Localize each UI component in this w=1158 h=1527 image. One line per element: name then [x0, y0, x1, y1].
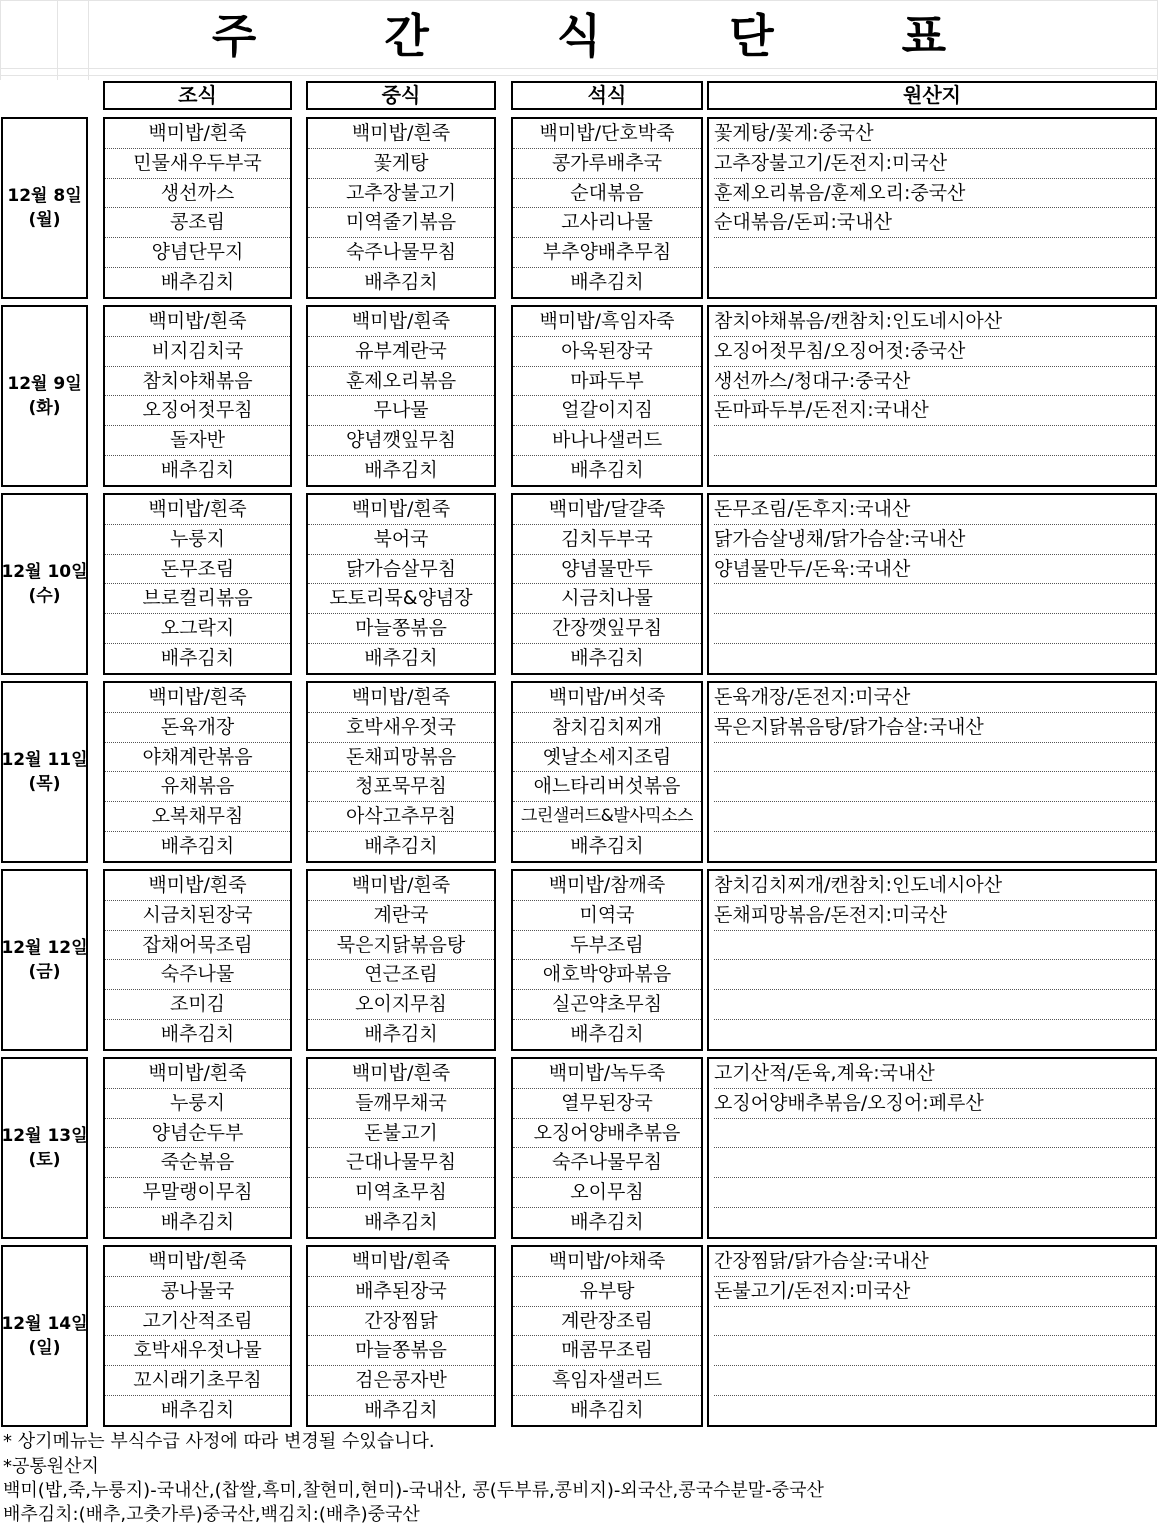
- menu-item: 돈불고기: [308, 1119, 494, 1149]
- menu-item: 배추김치: [160, 271, 235, 294]
- menu-item: 오이지무침: [308, 990, 494, 1020]
- menu-item: 배추김치: [570, 271, 644, 294]
- menu-item: 꽃게탕: [308, 149, 494, 179]
- menu-item: 비지김치국: [105, 337, 290, 367]
- menu-item: 애느타리버섯볶음: [513, 772, 701, 802]
- origin-item: 고추장불고기/돈전지:미국산: [714, 149, 1155, 179]
- origin-item: 참치야채볶음/캔참치:인도네시아산: [714, 307, 1155, 337]
- origin-item: 닭가슴살냉채/닭가슴살:국내산: [714, 525, 1155, 555]
- menu-item: 김치두부국: [513, 525, 701, 555]
- origin-item: 돈육개장/돈전지:미국산: [714, 683, 1155, 713]
- menu-item: 배추김치: [570, 647, 644, 670]
- menu-item: 북어국: [308, 525, 494, 555]
- menu-item: 실곤약초무침: [513, 990, 701, 1020]
- lunch-menu-cell: [306, 869, 496, 1051]
- menu-item: 오그락지: [105, 614, 290, 644]
- origin-item: 생선까스/청대구:중국산: [714, 367, 1155, 397]
- menu-item: 백미밥/흰죽: [308, 1059, 494, 1089]
- menu-item: 배추김치: [364, 459, 438, 482]
- weekday-label: (목): [28, 774, 61, 794]
- menu-item: 백미밥/흰죽: [308, 495, 494, 525]
- menu-item: 참치김치찌개: [513, 713, 701, 743]
- origin-item: 훈제오리볶음/훈제오리:중국산: [714, 179, 1155, 209]
- header-lunch: 중식: [306, 81, 496, 110]
- origin-item: [714, 1178, 1155, 1208]
- date-cell: [1, 869, 88, 1051]
- origin-item: [714, 584, 1155, 614]
- menu-item: 배추김치: [570, 1211, 644, 1234]
- origin-item: [714, 238, 1155, 268]
- lunch-menu-cell: [306, 117, 496, 299]
- menu-item: 미역국: [513, 901, 701, 931]
- menu-item: 양념단무지: [105, 238, 290, 268]
- origin-menu-cell: [707, 1245, 1157, 1427]
- origin-item: 오징어젓무침/오징어젓:중국산: [714, 337, 1155, 367]
- menu-item: 돈육개장: [105, 713, 290, 743]
- origin-item: [714, 772, 1155, 802]
- lunch-menu-cell: [306, 493, 496, 675]
- origin-item: [714, 426, 1155, 456]
- origin-item: [714, 1208, 1155, 1237]
- menu-item: 아삭고추무침: [308, 802, 494, 832]
- breakfast-menu-cell: [103, 681, 292, 863]
- menu-item: 누룽지: [105, 1089, 290, 1119]
- origin-item: 돈불고기/돈전지:미국산: [714, 1277, 1155, 1307]
- menu-item: 죽순볶음: [105, 1148, 290, 1178]
- dinner-menu-cell: [511, 869, 703, 1051]
- menu-item: 콩조림: [105, 208, 290, 238]
- origin-item: [714, 990, 1155, 1020]
- lunch-menu-cell: [306, 305, 496, 487]
- origin-item: [714, 456, 1155, 485]
- breakfast-menu-cell: [103, 117, 292, 299]
- menu-item: 생선까스: [105, 179, 290, 209]
- menu-item: 백미밥/흰죽: [308, 119, 494, 149]
- date-label: 12월 13일: [1, 1126, 88, 1146]
- menu-item: 간장깻잎무침: [513, 614, 701, 644]
- origin-menu-cell: [707, 869, 1157, 1051]
- dinner-menu-cell: [511, 305, 703, 487]
- menu-item: 마늘쫑볶음: [308, 1336, 494, 1366]
- menu-item: 배추김치: [570, 835, 644, 858]
- menu-item: 간장찜닭: [308, 1307, 494, 1337]
- weekday-label: (화): [28, 398, 61, 418]
- date-cell: [1, 1245, 88, 1427]
- breakfast-menu-cell: [103, 869, 292, 1051]
- menu-item: 닭가슴살무침: [308, 555, 494, 585]
- origin-item: 양념물만두/돈육:국내산: [714, 555, 1155, 585]
- header-breakfast: 조식: [103, 81, 292, 110]
- menu-item: 오징어젓무침: [105, 396, 290, 426]
- origin-item: 참치김치찌개/캔참치:인도네시아산: [714, 871, 1155, 901]
- menu-item: 묵은지닭볶음탕: [308, 931, 494, 961]
- menu-item: 무나물: [308, 396, 494, 426]
- menu-item: 옛날소세지조림: [513, 743, 701, 773]
- origin-menu-cell: [707, 117, 1157, 299]
- menu-item: 얼갈이지짐: [513, 396, 701, 426]
- menu-item: 백미밥/흰죽: [308, 871, 494, 901]
- menu-item: 백미밥/흰죽: [308, 683, 494, 713]
- menu-item: 배추김치: [160, 1023, 235, 1046]
- breakfast-menu-cell: [103, 305, 292, 487]
- menu-item: 계란장조림: [513, 1307, 701, 1337]
- day-row: [0, 1057, 1158, 1239]
- origin-item: [714, 644, 1155, 673]
- menu-item: 백미밥/흰죽: [105, 307, 290, 337]
- day-row: [0, 681, 1158, 863]
- menu-item: 참치야채볶음: [105, 367, 290, 397]
- lunch-menu-cell: [306, 1057, 496, 1239]
- dinner-menu-cell: [511, 493, 703, 675]
- origin-item: [714, 1336, 1155, 1366]
- menu-item: 콩나물국: [105, 1277, 290, 1307]
- lunch-menu-cell: [306, 1245, 496, 1427]
- origin-item: 오징어양배추볶음/오징어:페루산: [714, 1089, 1155, 1119]
- menu-item: 배추된장국: [308, 1277, 494, 1307]
- menu-item: 아욱된장국: [513, 337, 701, 367]
- footer-common-origin-title: *공통원산지: [3, 1456, 99, 1477]
- origin-item: [714, 832, 1155, 861]
- menu-item: 도토리묵&양념장: [308, 584, 494, 614]
- menu-item: 배추김치: [160, 835, 235, 858]
- menu-item: 마늘쫑볶음: [308, 614, 494, 644]
- menu-item: 고사리나물: [513, 208, 701, 238]
- menu-item: 백미밥/흰죽: [105, 1247, 290, 1277]
- menu-item: 백미밥/흰죽: [105, 683, 290, 713]
- breakfast-menu-cell: [103, 1245, 292, 1427]
- menu-item: 검은콩자반: [308, 1366, 494, 1396]
- dinner-menu-cell: [511, 681, 703, 863]
- dinner-menu-cell: [511, 1245, 703, 1427]
- menu-item: 유부계란국: [308, 337, 494, 367]
- date-cell: [1, 305, 88, 487]
- footer-note: * 상기메뉴는 부식수급 사정에 따라 변경될 수있습니다.: [3, 1431, 435, 1452]
- menu-item: 백미밥/버섯죽: [513, 683, 701, 713]
- menu-item: 배추김치: [160, 1399, 235, 1422]
- menu-item: 배추김치: [364, 647, 438, 670]
- menu-item: 콩가루배추국: [513, 149, 701, 179]
- day-row: [0, 869, 1158, 1051]
- header-origin: 원산지: [707, 81, 1157, 110]
- lunch-menu-cell: [306, 681, 496, 863]
- page-title: 주 간 식 단 표: [211, 9, 1003, 63]
- menu-item: 배추김치: [364, 271, 438, 294]
- origin-item: 묵은지닭볶음탕/닭가슴살:국내산: [714, 713, 1155, 743]
- footer-origin-line-1: 백미(밥,죽,누룽지)-국내산,(찹쌀,흑미,찰현미,현미)-국내산, 콩(두부류,콩비지)-외국산,콩국수분말-중국산: [3, 1480, 824, 1501]
- weekday-label: (금): [28, 962, 61, 982]
- menu-item: 숙주나물: [105, 960, 290, 990]
- menu-item: 숙주나물무침: [308, 238, 494, 268]
- weekday-label: (월): [28, 210, 61, 230]
- menu-item: 양념물만두: [513, 555, 701, 585]
- menu-item: 미역초무침: [308, 1178, 494, 1208]
- menu-item: 배추김치: [570, 1023, 644, 1046]
- dinner-menu-cell: [511, 1057, 703, 1239]
- menu-item: 배추김치: [160, 647, 235, 670]
- menu-item: 조미김: [105, 990, 290, 1020]
- menu-item: 두부조림: [513, 931, 701, 961]
- origin-item: [714, 960, 1155, 990]
- menu-item: 브로컬리볶음: [105, 584, 290, 614]
- menu-item: 누룽지: [105, 525, 290, 555]
- menu-item: 배추김치: [364, 1211, 438, 1234]
- menu-item: 호박새우젓국: [308, 713, 494, 743]
- menu-item: 애호박양파볶음: [513, 960, 701, 990]
- menu-item: 백미밥/달걀죽: [513, 495, 701, 525]
- date-label: 12월 8일: [7, 186, 82, 206]
- menu-item: 청포묵무침: [308, 772, 494, 802]
- menu-item: 그린샐러드&발사믹소스: [513, 802, 701, 832]
- date-label: 12월 11일: [1, 750, 88, 770]
- menu-item: 양념깻잎무침: [308, 426, 494, 456]
- menu-item: 백미밥/흰죽: [105, 1059, 290, 1089]
- menu-item: 백미밥/야채죽: [513, 1247, 701, 1277]
- date-label: 12월 9일: [7, 374, 82, 394]
- menu-item: 양념순두부: [105, 1119, 290, 1149]
- origin-item: [714, 614, 1155, 644]
- day-row: [0, 305, 1158, 487]
- menu-item: 배추김치: [160, 1211, 235, 1234]
- menu-item: 배추김치: [364, 1399, 438, 1422]
- menu-item: 백미밥/흰죽: [105, 871, 290, 901]
- date-cell: [1, 681, 88, 863]
- origin-item: 간장찜닭/닭가슴살:국내산: [714, 1247, 1155, 1277]
- menu-item: 계란국: [308, 901, 494, 931]
- menu-item: 백미밥/참깨죽: [513, 871, 701, 901]
- origin-item: 돈마파두부/돈전지:국내산: [714, 396, 1155, 426]
- menu-item: 바나나샐러드: [513, 426, 701, 456]
- menu-item: 숙주나물무침: [513, 1148, 701, 1178]
- origin-item: [714, 268, 1155, 297]
- menu-item: 연근조림: [308, 960, 494, 990]
- origin-item: [714, 1396, 1155, 1425]
- breakfast-menu-cell: [103, 1057, 292, 1239]
- origin-item: [714, 743, 1155, 773]
- date-label: 12월 10일: [1, 562, 88, 582]
- menu-item: 배추김치: [570, 1399, 644, 1422]
- menu-item: 잡채어묵조림: [105, 931, 290, 961]
- date-cell: [1, 117, 88, 299]
- day-row: [0, 1245, 1158, 1427]
- menu-item: 부추양배추무침: [513, 238, 701, 268]
- menu-item: 배추김치: [364, 835, 438, 858]
- menu-item: 오이무침: [513, 1178, 701, 1208]
- origin-item: [714, 802, 1155, 832]
- menu-item: 열무된장국: [513, 1089, 701, 1119]
- menu-item: 돈무조림: [105, 555, 290, 585]
- weekday-label: (수): [28, 586, 61, 606]
- menu-item: 돈채피망볶음: [308, 743, 494, 773]
- menu-item: 고기산적조림: [105, 1307, 290, 1337]
- weekday-label: (토): [28, 1150, 61, 1170]
- menu-item: 꼬시래기초무침: [105, 1366, 290, 1396]
- origin-item: 고기산적/돈육,계육:국내산: [714, 1059, 1155, 1089]
- origin-item: [714, 931, 1155, 961]
- menu-item: 흑임자샐러드: [513, 1366, 701, 1396]
- menu-item: 야채계란볶음: [105, 743, 290, 773]
- date-label: 12월 14일: [1, 1314, 88, 1334]
- menu-item: 백미밥/단호박죽: [513, 119, 701, 149]
- menu-item: 배추김치: [364, 1023, 438, 1046]
- menu-item: 시금치된장국: [105, 901, 290, 931]
- footer-origin-line-2: 배추김치:(배추,고춧가루)중국산,백김치:(배추)중국산: [3, 1504, 420, 1525]
- origin-item: [714, 1020, 1155, 1049]
- origin-item: 꽃게탕/꽃게:중국산: [714, 119, 1155, 149]
- menu-item: 들깨무채국: [308, 1089, 494, 1119]
- dinner-menu-cell: [511, 117, 703, 299]
- origin-item: [714, 1119, 1155, 1149]
- menu-item: 배추김치: [570, 459, 644, 482]
- breakfast-menu-cell: [103, 493, 292, 675]
- menu-item: 고추장불고기: [308, 179, 494, 209]
- menu-item: 훈제오리볶음: [308, 367, 494, 397]
- date-label: 12월 12일: [1, 938, 88, 958]
- origin-item: 순대볶음/돈피:국내산: [714, 208, 1155, 238]
- origin-item: [714, 1148, 1155, 1178]
- menu-item: 백미밥/흰죽: [308, 1247, 494, 1277]
- menu-item: 매콤무조림: [513, 1336, 701, 1366]
- origin-item: 돈무조림/돈후지:국내산: [714, 495, 1155, 525]
- menu-item: 시금치나물: [513, 584, 701, 614]
- origin-menu-cell: [707, 1057, 1157, 1239]
- menu-item: 배추김치: [160, 459, 235, 482]
- menu-item: 백미밥/녹두죽: [513, 1059, 701, 1089]
- day-row: [0, 493, 1158, 675]
- menu-item: 유부탕: [513, 1277, 701, 1307]
- origin-item: [714, 1307, 1155, 1337]
- menu-item: 마파두부: [513, 367, 701, 397]
- origin-menu-cell: [707, 493, 1157, 675]
- menu-item: 순대볶음: [513, 179, 701, 209]
- weekday-label: (일): [28, 1338, 61, 1358]
- menu-item: 호박새우젓나물: [105, 1336, 290, 1366]
- day-row: [0, 117, 1158, 299]
- menu-item: 미역줄기볶음: [308, 208, 494, 238]
- header-dinner: 석식: [511, 81, 703, 110]
- menu-item: 오징어양배추볶음: [513, 1119, 701, 1149]
- menu-item: 오복채무침: [105, 802, 290, 832]
- origin-menu-cell: [707, 681, 1157, 863]
- menu-item: 돌자반: [105, 426, 290, 456]
- menu-item: 유채볶음: [105, 772, 290, 802]
- date-cell: [1, 1057, 88, 1239]
- date-cell: [1, 493, 88, 675]
- origin-item: [714, 1366, 1155, 1396]
- menu-item: 백미밥/흰죽: [308, 307, 494, 337]
- menu-item: 무말랭이무침: [105, 1178, 290, 1208]
- origin-item: 돈채피망볶음/돈전지:미국산: [714, 901, 1155, 931]
- menu-item: 백미밥/흑임자죽: [513, 307, 701, 337]
- menu-item: 백미밥/흰죽: [105, 119, 290, 149]
- menu-item: 근대나물무침: [308, 1148, 494, 1178]
- menu-item: 백미밥/흰죽: [105, 495, 290, 525]
- origin-menu-cell: [707, 305, 1157, 487]
- menu-item: 민물새우두부국: [105, 149, 290, 179]
